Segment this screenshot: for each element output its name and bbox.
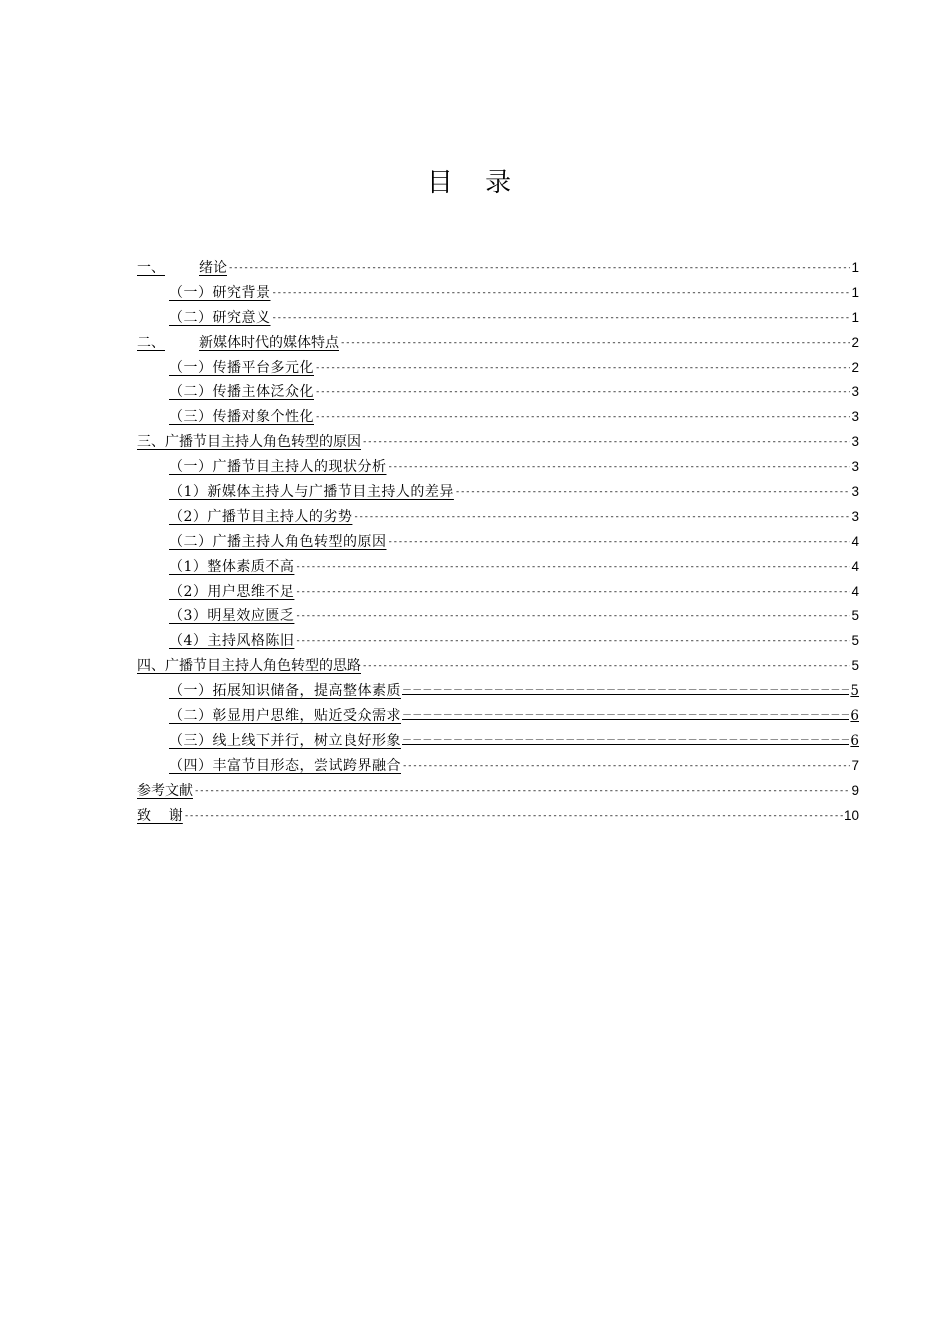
toc-entry[interactable]: [137, 455, 859, 480]
toc-entry[interactable]: [137, 654, 859, 679]
toc-entry-text: （二）彰显用户思维，贴近受众需求: [169, 708, 401, 725]
toc-page-number: 2: [851, 334, 859, 350]
toc-entry-text: （2）用户思维不足: [169, 583, 295, 600]
toc-entry-text: 新媒体时代的媒体特点: [199, 334, 339, 351]
toc-dot-leader: [295, 629, 850, 654]
toc-entry[interactable]: [137, 306, 859, 331]
toc-page-number: 3: [851, 384, 859, 400]
toc-dot-leader: [295, 604, 850, 629]
toc-entry-text: （二）广播主持人角色转型的原因: [169, 533, 387, 550]
toc-page-number: 6: [850, 708, 859, 725]
toc-dot-leader: [388, 455, 851, 480]
toc-entry-label[interactable]: [169, 405, 314, 430]
toc-entry-text: （1）新媒体主持人与广播节目主持人的差异: [169, 484, 454, 501]
toc-entry[interactable]: [137, 505, 859, 530]
toc-page-number: 5: [851, 633, 859, 649]
toc-entry-text: （一）研究背景: [169, 284, 271, 301]
toc-dot-leader: [295, 580, 850, 605]
toc-dot-leader: [295, 555, 850, 580]
toc-entry-label[interactable]: [169, 281, 271, 306]
toc-entry[interactable]: [137, 256, 859, 281]
toc-page-number: 3: [851, 434, 859, 450]
toc-entry-text: （一）传播平台多元化: [169, 359, 314, 376]
toc-entry-text: 四、广播节目主持人角色转型的思路: [137, 658, 361, 675]
toc-entry-label[interactable]: [169, 555, 294, 580]
toc-entry[interactable]: [137, 779, 859, 804]
toc-entry[interactable]: [137, 754, 859, 779]
table-of-contents: [137, 256, 859, 828]
toc-entry-text: 参考文献: [137, 782, 193, 799]
toc-dot-leader: [315, 356, 850, 381]
toc-dot-leader: [272, 306, 851, 331]
toc-entry[interactable]: [137, 555, 859, 580]
toc-entry-label[interactable]: [169, 380, 314, 405]
toc-entry[interactable]: [137, 480, 859, 505]
toc-entry-text: （2）广播节目主持人的劣势: [169, 508, 353, 525]
toc-entry-label[interactable]: [137, 430, 361, 455]
toc-page-number: 4: [851, 583, 859, 599]
toc-page-number: 4: [851, 558, 859, 574]
toc-entry-text: （一）拓展知识储备，提高整体素质: [169, 683, 401, 700]
toc-entry-number: 二、: [137, 334, 165, 351]
toc-entry-label[interactable]: [137, 256, 227, 281]
toc-page-number: 3: [851, 484, 859, 500]
toc-entry[interactable]: [137, 679, 859, 704]
toc-entry-text: （三）线上线下并行，树立良好形象: [169, 732, 401, 749]
page-title: 目 录: [426, 168, 524, 198]
toc-entry[interactable]: [137, 729, 859, 754]
toc-entry-text: 致 谢: [137, 807, 183, 824]
toc-entry-text: （二）传播主体泛众化: [169, 384, 314, 401]
toc-entry[interactable]: [137, 629, 859, 654]
toc-dot-leader: [362, 430, 850, 455]
toc-entry-text: （3）明星效应匮乏: [169, 608, 295, 625]
toc-page-number: 6: [850, 732, 859, 749]
toc-page-number: 4: [851, 533, 859, 549]
toc-entry-text: 绪论: [199, 260, 227, 276]
toc-dot-leader: [455, 480, 851, 505]
toc-entry[interactable]: [137, 530, 859, 555]
toc-entry-label[interactable]: [169, 729, 401, 754]
toc-entry-text: （1）整体素质不高: [169, 558, 295, 575]
toc-entry-label[interactable]: [169, 679, 401, 704]
toc-dot-leader: [194, 779, 850, 804]
toc-page-number: 9: [851, 782, 859, 798]
toc-dot-leader: [315, 380, 850, 405]
toc-entry[interactable]: [137, 331, 859, 356]
toc-dot-leader: [402, 729, 849, 754]
toc-entry[interactable]: [137, 430, 859, 455]
toc-dot-leader: [272, 281, 851, 306]
toc-entry-label[interactable]: [137, 331, 339, 356]
toc-entry-text: （4）主持风格陈旧: [169, 633, 295, 650]
toc-page-number: 3: [851, 459, 859, 475]
toc-entry-text: （二）研究意义: [169, 309, 271, 326]
toc-dot-leader: [402, 754, 850, 779]
toc-entry-label[interactable]: [169, 580, 294, 605]
toc-entry-text: （一）广播节目主持人的现状分析: [169, 459, 387, 476]
toc-dot-leader: [362, 654, 850, 679]
toc-dot-leader: [340, 331, 850, 356]
toc-dot-leader: [228, 256, 850, 281]
toc-entry-text: 三、广播节目主持人角色转型的原因: [137, 434, 361, 451]
toc-entry[interactable]: [137, 281, 859, 306]
toc-entry-label[interactable]: [137, 654, 361, 679]
toc-page-number: 1: [851, 309, 859, 325]
toc-page-number: 5: [851, 658, 859, 674]
toc-entry-label[interactable]: [169, 754, 401, 779]
toc-entry-label[interactable]: [169, 505, 352, 530]
toc-entry-label[interactable]: [169, 704, 401, 729]
toc-page-number: 5: [851, 608, 859, 624]
toc-dot-leader: [388, 530, 851, 555]
toc-entry-label[interactable]: [169, 530, 387, 555]
toc-entry-label[interactable]: [169, 356, 314, 381]
toc-entry[interactable]: [137, 356, 859, 381]
toc-page-number: 3: [851, 409, 859, 425]
toc-page-number: 1: [851, 284, 859, 300]
toc-entry[interactable]: [137, 704, 859, 729]
toc-entry[interactable]: [137, 580, 859, 605]
toc-page-number: 2: [851, 359, 859, 375]
toc-dot-leader: [353, 505, 850, 530]
toc-page-number: 3: [851, 508, 859, 524]
toc-dot-leader: [402, 679, 849, 704]
toc-entry-label[interactable]: [169, 306, 271, 331]
toc-page-number: 1: [851, 260, 859, 275]
toc-entry[interactable]: [137, 380, 859, 405]
toc-entry-label[interactable]: [169, 629, 294, 654]
toc-entry-label[interactable]: [169, 604, 294, 629]
toc-entry[interactable]: [137, 405, 859, 430]
toc-dot-leader: [315, 405, 850, 430]
toc-entry-gap: [165, 256, 199, 281]
toc-page-number: 5: [850, 683, 859, 700]
toc-entry-number: 一、: [137, 260, 165, 276]
toc-page-number: 10: [843, 807, 859, 823]
toc-entry-gap: [165, 331, 199, 356]
toc-entry[interactable]: [137, 804, 859, 829]
toc-page-number: 7: [851, 757, 859, 773]
toc-entry-label[interactable]: [169, 455, 387, 480]
toc-entry[interactable]: [137, 604, 859, 629]
toc-dot-leader: [184, 804, 843, 829]
toc-entry-label[interactable]: [169, 480, 454, 505]
toc-entry-label[interactable]: [137, 779, 193, 804]
toc-entry-text: （四）丰富节目形态，尝试跨界融合: [169, 757, 401, 774]
toc-entry-label[interactable]: [137, 804, 183, 829]
toc-dot-leader: [402, 704, 849, 729]
toc-entry-text: （三）传播对象个性化: [169, 409, 314, 426]
